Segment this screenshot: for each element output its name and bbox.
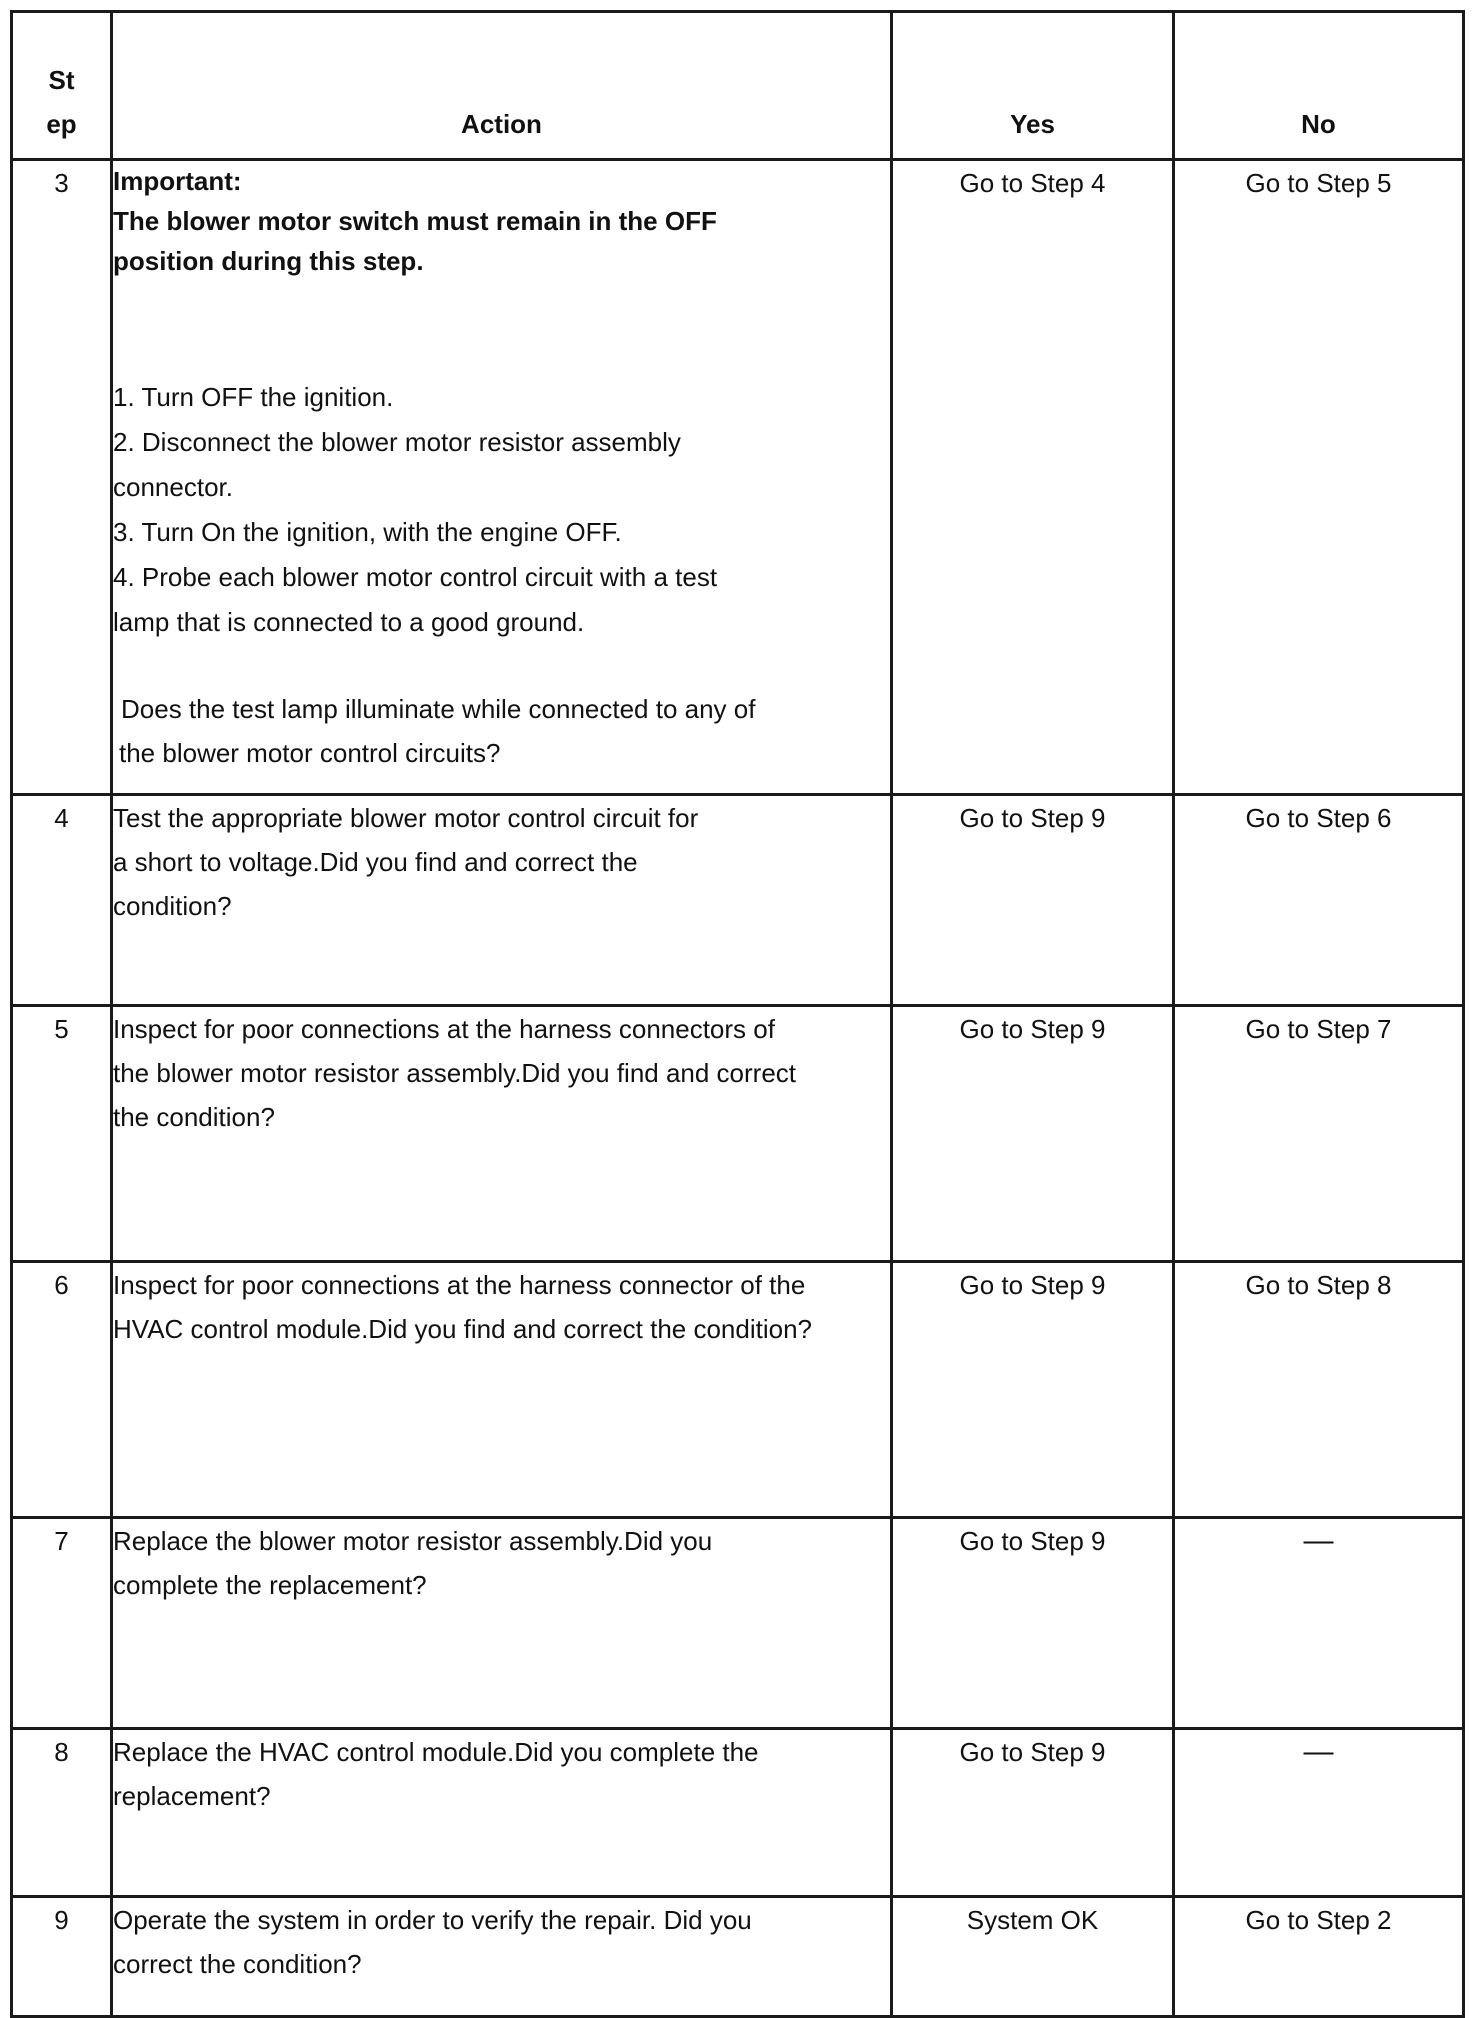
step-number: 9: [12, 1897, 112, 2017]
action-text: Operate the system in order to verify the repair. Did you correct the condition?: [113, 1905, 752, 1979]
no-result: Go to Step 6: [1174, 795, 1464, 1006]
yes-result: Go to Step 9: [892, 1729, 1174, 1897]
action-cell: [112, 795, 892, 1006]
no-result: Go to Step 5: [1174, 160, 1464, 795]
step-number: 8: [12, 1729, 112, 1897]
step-number: 3: [12, 160, 112, 795]
table-row-step-7: [12, 1518, 1464, 1729]
table-row-step-6: [12, 1262, 1464, 1518]
action-cell: [112, 1006, 892, 1262]
action-cell: [112, 160, 892, 795]
important-note: [113, 161, 890, 281]
no-result: [1174, 1729, 1464, 1897]
question-text: Does the test lamp illuminate while connected to any of the blower motor control circuits?: [119, 694, 756, 768]
step-header-line2: ep: [46, 109, 77, 139]
step-number: 7: [12, 1518, 112, 1729]
no-result: Go to Step 7: [1174, 1006, 1464, 1262]
table-row-step-3: [12, 160, 1464, 795]
action-column-header: Action: [112, 12, 892, 160]
yes-result: Go to Step 9: [892, 1518, 1174, 1729]
important-title: Important:: [113, 166, 242, 196]
procedure-step: 3. Turn On the ignition, with the engine OFF.: [113, 517, 622, 547]
yes-column-header: Yes: [892, 12, 1174, 160]
important-text: The blower motor switch must remain in the OFF position during this step.: [113, 206, 717, 276]
action-text: Replace the HVAC control module.Did you complete the replacement?: [113, 1737, 759, 1811]
action-cell: [112, 1262, 892, 1518]
step-column-header: [12, 12, 112, 160]
step-header-line1: St: [48, 65, 75, 95]
yes-result: Go to Step 9: [892, 1262, 1174, 1518]
no-result: [1174, 1518, 1464, 1729]
no-result: Go to Step 8: [1174, 1262, 1464, 1518]
action-text: Inspect for poor connections at the harness connector of the HVAC control module.Did you find and correct the condition?: [113, 1270, 813, 1344]
action-text: Test the appropriate blower motor control circuit for a short to voltage.Did you find and correct the condition?: [113, 803, 699, 921]
dash-mark: —: [1303, 1524, 1334, 1557]
yes-result: System OK: [892, 1897, 1174, 2017]
yes-result: Go to Step 9: [892, 1006, 1174, 1262]
no-result: Go to Step 2: [1174, 1897, 1464, 2017]
action-cell: [112, 1518, 892, 1729]
procedure-step: 1. Turn OFF the ignition.: [113, 382, 394, 412]
dash-mark: —: [1303, 1735, 1334, 1768]
yes-result: Go to Step 4: [892, 160, 1174, 795]
step-number: 5: [12, 1006, 112, 1262]
action-text: Inspect for poor connections at the harness connectors of the blower motor resistor assembly.Did you find and correct the condition?: [113, 1014, 797, 1132]
no-column-header: No: [1174, 12, 1464, 160]
diagnostic-table: [10, 10, 1465, 2018]
table-row-step-4: [12, 795, 1464, 1006]
step-number: 4: [12, 795, 112, 1006]
table-row-step-8: [12, 1729, 1464, 1897]
table-row-step-5: [12, 1006, 1464, 1262]
yes-result: Go to Step 9: [892, 795, 1174, 1006]
procedure-step: 2. Disconnect the blower motor resistor assembly connector.: [113, 427, 681, 502]
header-row: [12, 12, 1464, 160]
action-text: Replace the blower motor resistor assembly.Did you complete the replacement?: [113, 1526, 713, 1600]
step-number: 6: [12, 1262, 112, 1518]
procedure-step: 4. Probe each blower motor control circuit with a test lamp that is connected to a good ground.: [113, 562, 718, 637]
action-cell: [112, 1897, 892, 2017]
table-row-step-9: [12, 1897, 1464, 2017]
action-cell: [112, 1729, 892, 1897]
procedure-steps: [113, 375, 890, 645]
